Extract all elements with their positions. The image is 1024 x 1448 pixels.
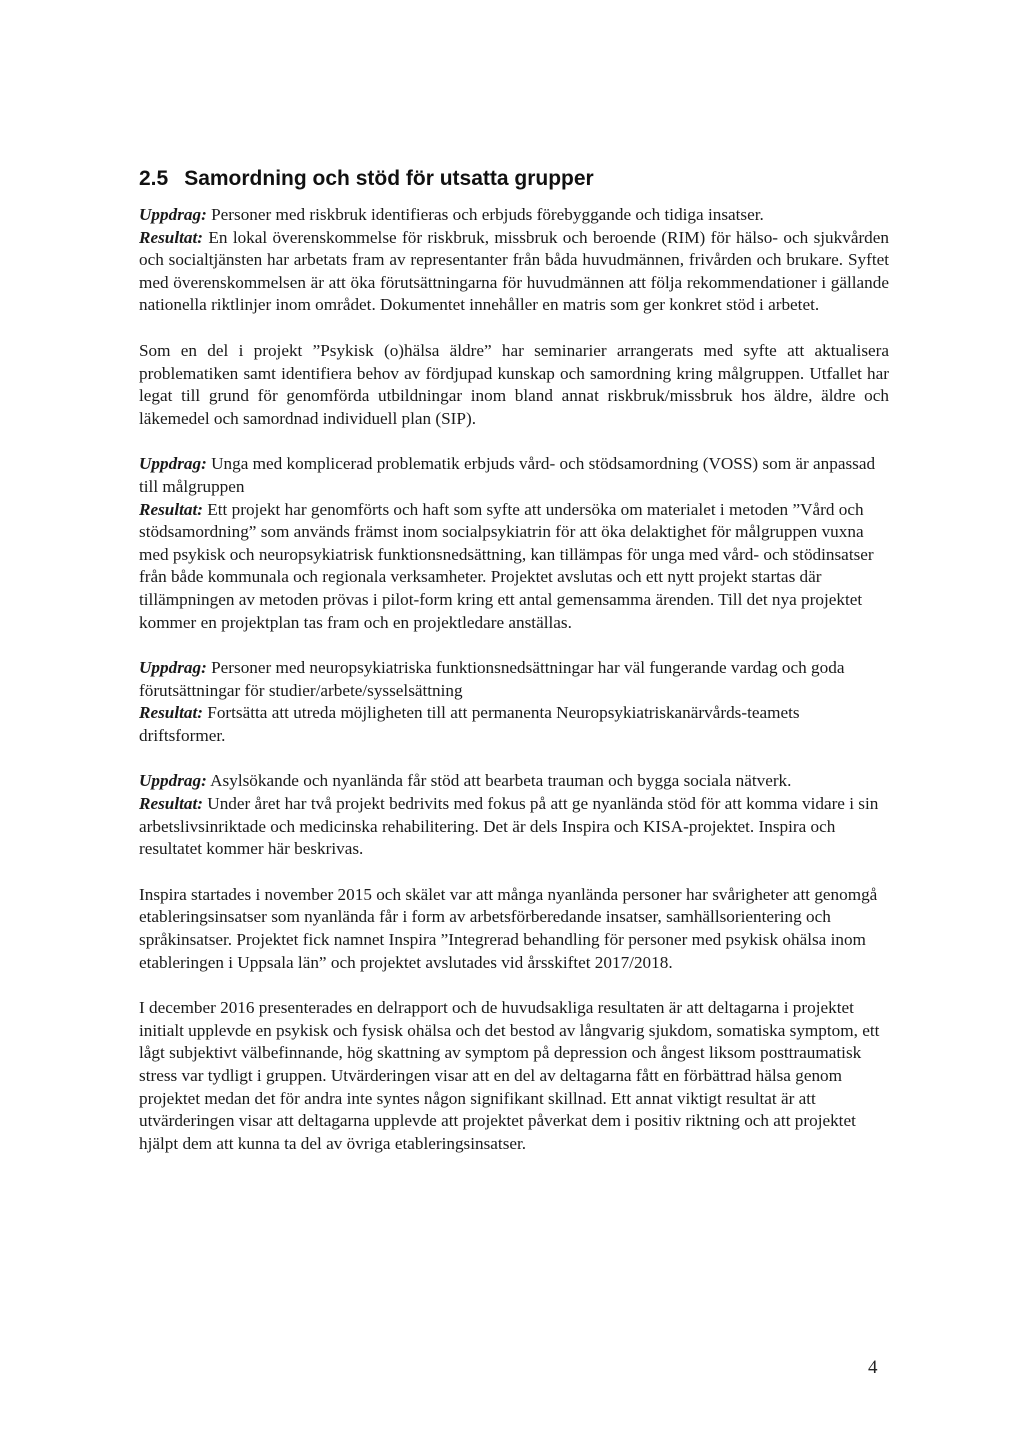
section-heading — [139, 164, 889, 194]
resultat-label: Resultat: — [139, 227, 203, 247]
document-page — [139, 164, 889, 1155]
npf-uppdrag-paragraph — [139, 657, 889, 702]
asyl-uppdrag-text: Asylsökande och nyanlända får stöd att bearbeta trauman och bygga sociala nätverk. — [206, 771, 792, 791]
resultat-label: Resultat: — [139, 794, 203, 814]
npf-resultat-paragraph — [139, 702, 889, 747]
psykisk-ohalsa-paragraph: Som en del i projekt ”Psykisk (o)hälsa äldre” har seminarier arrangerats med syfte att aktualisera problematiken samt identifiera behov av fördjupad kunskap och samordning kring målgruppen. Utfallet har legat till grund för genomförda utbildningar inom bland annat riskbruk/missbruk hos äldre, äldre och läkemedel och samordnad individuell plan (SIP). — [139, 340, 889, 428]
rim-uppdrag-text: Personer med riskbruk identifieras och erbjuds förebyggande och tidiga insatser. — [206, 205, 764, 224]
delrapport-paragraph: I december 2016 presenterades en delrapport och de huvudsakliga resultaten är att deltagarna i projektet initialt upplevde en psykisk och fysisk ohälsa och det bestod av långvarig sjukdom, somatiska symptom, ett lågt subjektivt välbefinnande, hög skattning av symptom på depression och ångest liksom posttraumatisk stress var tydligt i gruppen. Utvärderingen visar att en del av deltagarna fått en förbättrad hälsa genom projektet medan det för andra inte syntes någon signifikant skillnad. Ett annat viktigt resultat är att utvärderingen visar att deltagarna upplevde att projektet påverkat dem i positiv riktning och att projektet hjälpt dem att kunna ta del av övriga etableringsinsatser. — [139, 998, 880, 1153]
voss-uppdrag-text: Unga med komplicerad problematik erbjuds vård- och stödsamordning (VOSS) som är anpassad till målgruppen — [139, 454, 876, 496]
asyl-resultat-text: Under året har två projekt bedrivits med fokus på att ge nyanlända stöd för att komma vidare i sin arbetslivsinriktade och medicinska rehabilitering. Det är dels Inspira och KISA-projektet. Inspira och resultatet kommer här beskrivas. — [139, 794, 879, 859]
voss-resultat-paragraph — [139, 499, 889, 635]
inspira-paragraph: Inspira startades i november 2015 och skälet var att många nyanlända personer har svårigheter att genomgå etableringsinsatser som nyanlända får i form av arbetsförberedande insatser, samhällsorientering och språkinsatser. Projektet fick namnet Inspira ”Integrerad behandling för personer med psykisk ohälsa inom etableringen i Uppsala län” och projektet avslutades vid årsskiftet 2017/2018. — [139, 884, 878, 972]
resultat-label: Resultat: — [139, 499, 203, 519]
uppdrag-label: Uppdrag: — [139, 771, 207, 791]
npf-resultat-text: Fortsätta att utreda möjligheten till att permanenta Neuropsykiatriskanärvårds-teamets driftsformer. — [139, 703, 800, 745]
asyl-resultat-paragraph — [139, 793, 889, 861]
asyl-uppdrag-paragraph — [139, 770, 889, 793]
page-number: 4 — [868, 1357, 878, 1378]
voss-resultat-text: Ett projekt har genomförts och haft som syfte att undersöka om materialet i metoden ”Vård och stödsamordning” som används främst inom socialpsykiatrin för att öka delaktighet för målgruppen vuxna med psykisk och neuropsykiatrisk funktionsnedsättning, kan tillämpas för unga med vård- och stödinsatser från både kommunala och regionala verksamheter. Projektet avslutas och ett nytt projekt startas där tillämpningen av metoden prövas i pilot-form kring ett antal gemensamma ärenden. Till det nya projektet kommer en projektplan tas fram och en projektledare anställas. — [139, 499, 874, 632]
resultat-label: Resultat: — [139, 703, 203, 723]
uppdrag-label: Uppdrag: — [139, 658, 207, 678]
rim-resultat-paragraph — [139, 227, 889, 317]
rim-uppdrag-paragraph — [139, 204, 889, 227]
npf-uppdrag-text: Personer med neuropsykiatriska funktionsnedsättningar har väl fungerande vardag och goda förutsättningar för studier/arbete/sysselsättning — [139, 658, 845, 700]
uppdrag-label: Uppdrag: — [139, 205, 207, 224]
rim-resultat-text: En lokal överenskommelse för riskbruk, missbruk och beroende (RIM) för hälso- och sjukvården och socialtjänsten har arbetats fram av representanter från båda huvudmännen, frivården och brukare. Syftet med överenskommelsen är att öka förutsättningarna för huvudmännen att följa rekommendationer i gällande nationella riktlinjer inom området. Dokumentet innehåller en matris som ger konkret stöd i arbetet. — [139, 227, 889, 315]
section-title: Samordning och stöd för utsatta grupper — [184, 167, 594, 190]
uppdrag-label: Uppdrag: — [139, 454, 207, 474]
section-number: 2.5 — [139, 167, 169, 190]
voss-uppdrag-paragraph — [139, 453, 889, 498]
